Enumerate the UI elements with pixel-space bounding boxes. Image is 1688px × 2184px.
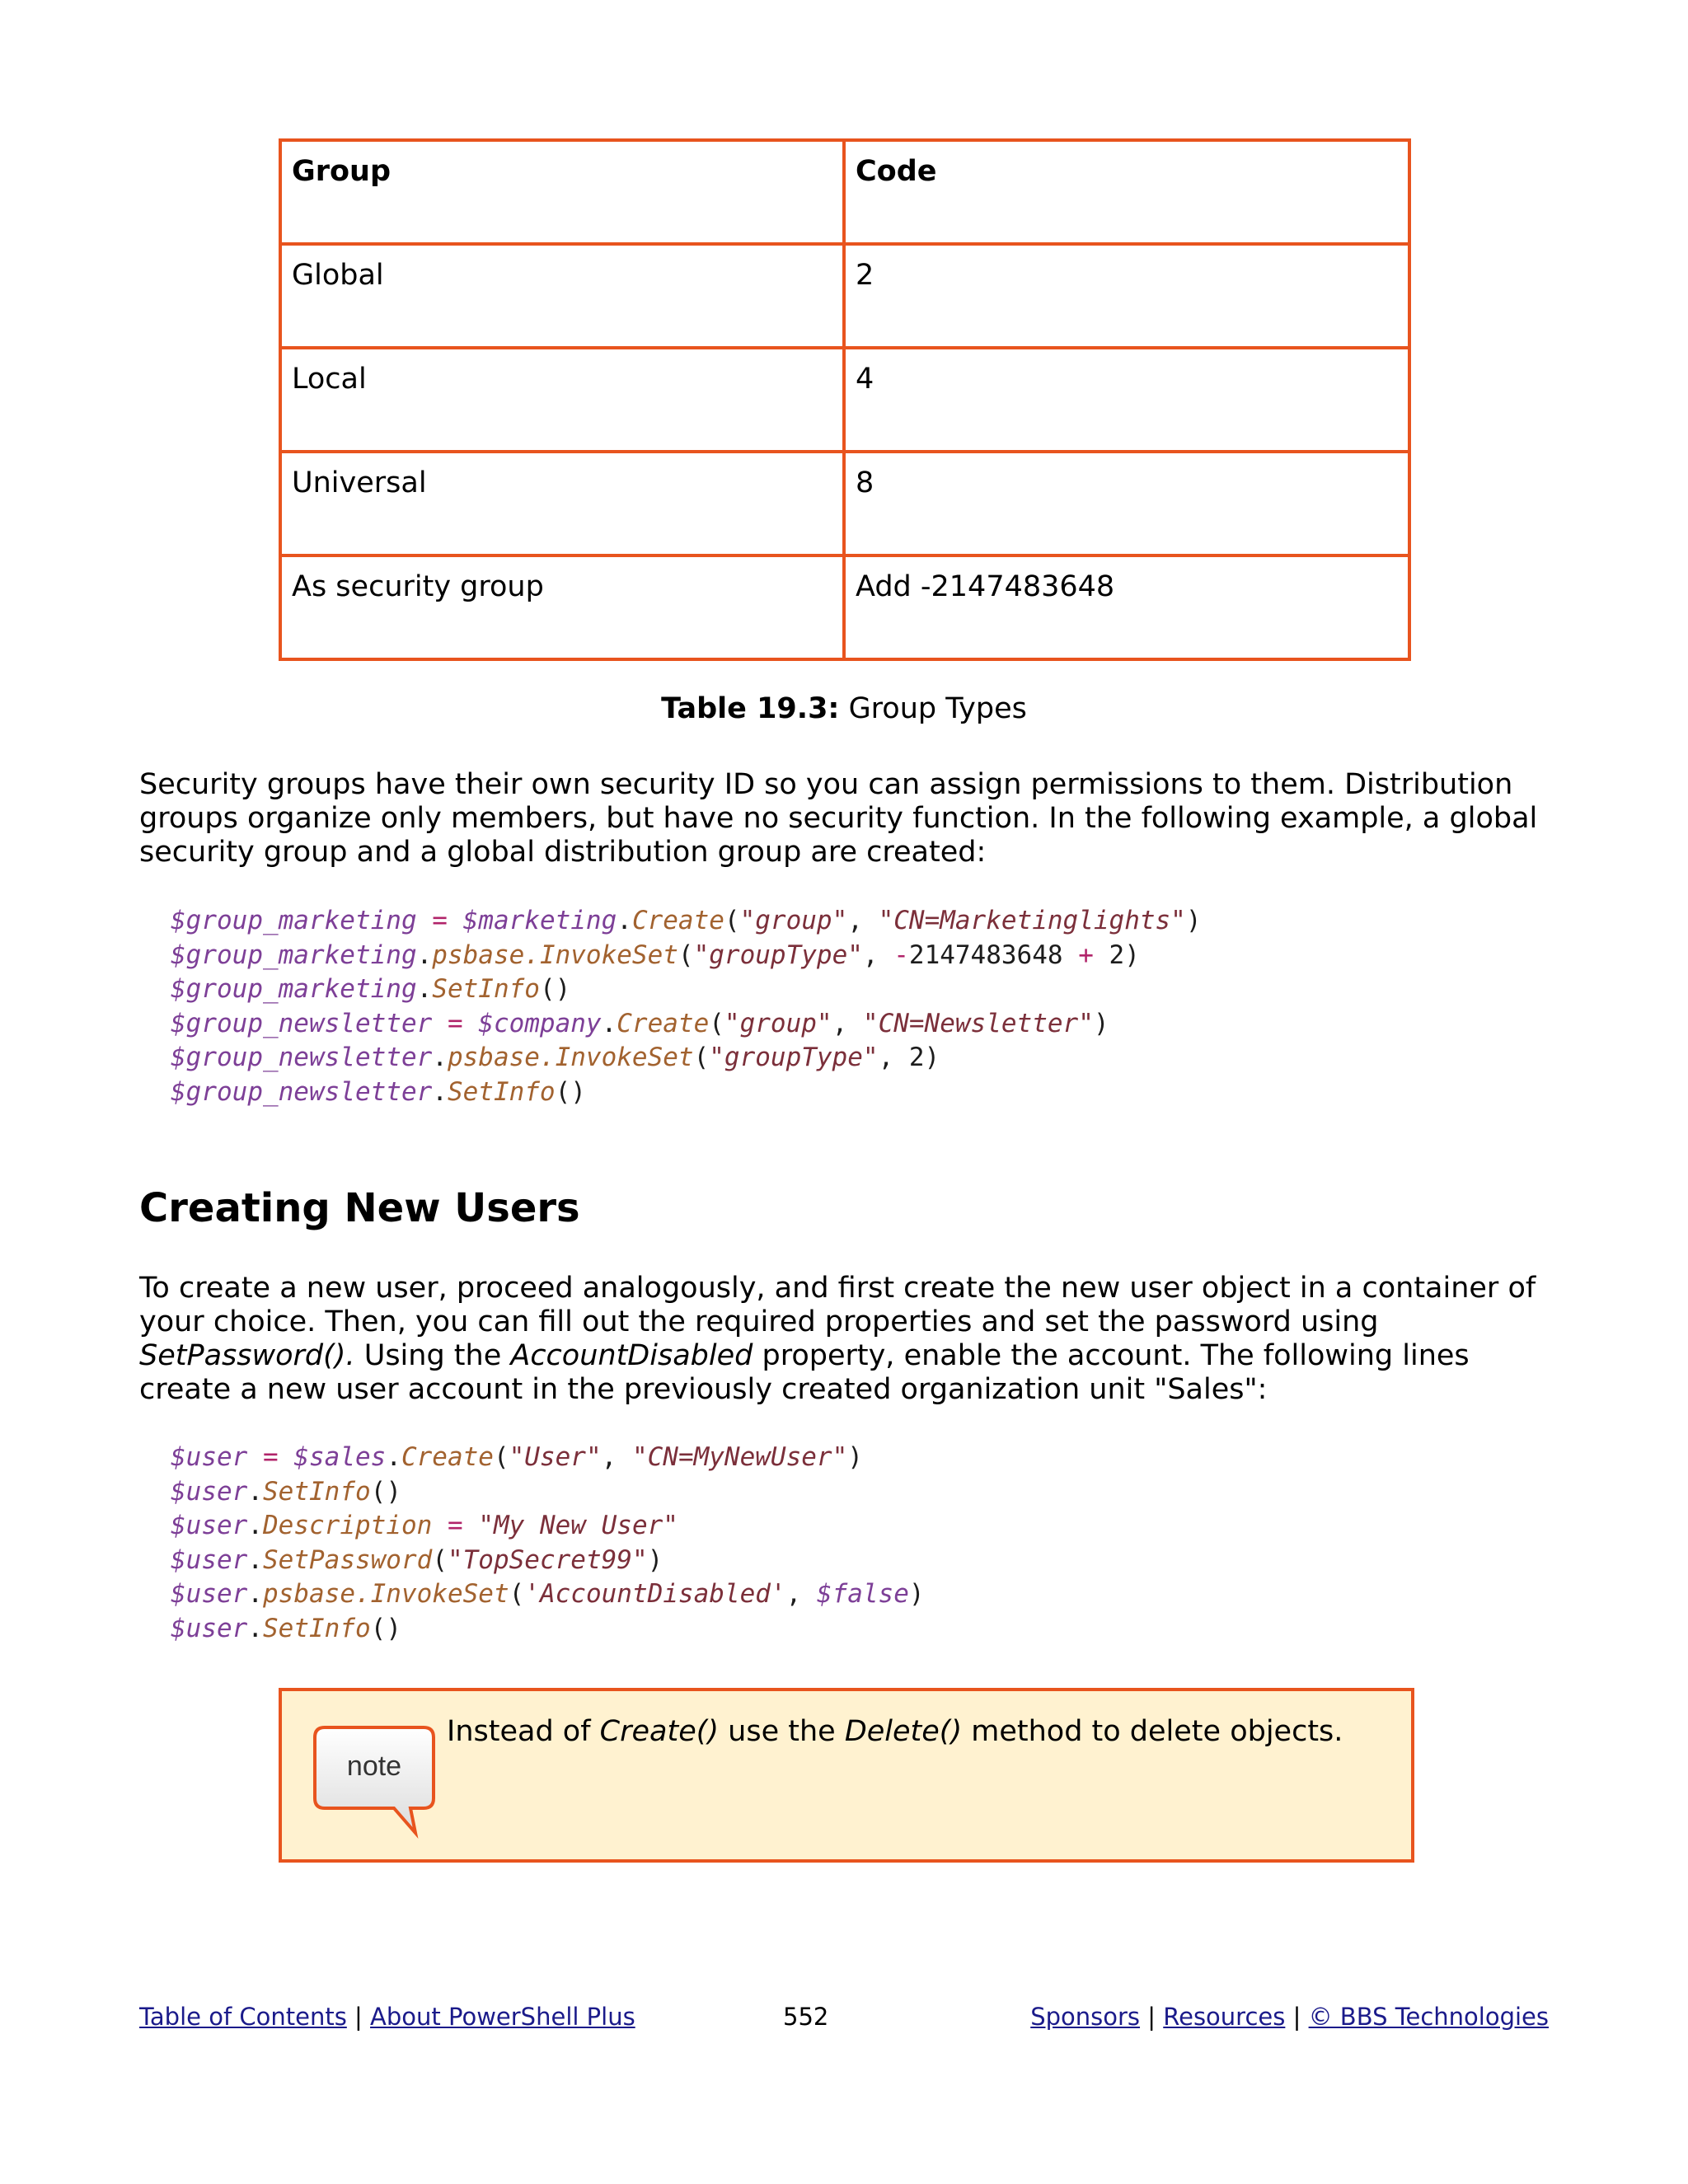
bbs-technologies-link[interactable]: © BBS Technologies [1308,2003,1549,2031]
table-cell: Local [280,348,844,452]
code-token: , [847,906,879,935]
code-token: "CN=Marketinglights" [878,906,1186,935]
code-token: () [370,1476,401,1507]
code-token: $user [171,1544,248,1575]
code-line-4 [171,1009,1109,1038]
code-token: . [247,1511,263,1541]
table-cell: 2 [844,244,1409,348]
text-run: To create a new user, proceed analogously, and first create the new user object in a container of your choice. Then, you can fill out the required properties and set the password using [139,1272,1536,1338]
paragraph-new-users [139,1272,1557,1407]
code-line-3 [171,974,570,1004]
table-row [280,555,1409,659]
about-powershell-plus-link[interactable]: About PowerShell Plus [370,2003,635,2031]
code-token: $group_marketing [171,940,417,970]
code-token: () [555,1076,586,1107]
code-token: = [416,906,463,935]
text-run: Using the [354,1339,511,1372]
code-token: ( [724,906,740,935]
table-header-cell: Group [280,140,844,244]
code-token: . [416,940,433,970]
code-block-users [171,1441,925,1647]
table-cell: Global [280,244,844,348]
footer-left-links [139,2002,635,2032]
code-token: ( [709,1008,724,1038]
code-token: 2147483648 [908,940,1079,970]
table-caption [0,691,1688,727]
code-token: $user [171,1442,248,1472]
code-token: SetInfo [263,1613,371,1643]
code-token: "CN=MyNewUser" [631,1442,848,1472]
code-token: "groupType" [709,1043,879,1073]
code-token: () [370,1613,401,1643]
note-box [279,1688,1414,1863]
note-text [447,1713,1343,1750]
code-line-6 [171,1077,586,1107]
code-line-2 [171,940,1140,970]
note-icon-label: note [346,1750,402,1782]
resources-link[interactable]: Resources [1163,2003,1286,2031]
code-token: $group_marketing [171,974,417,1005]
code-token: . [386,1442,401,1472]
code-token: . [416,974,433,1005]
code-token: 2) [1093,940,1140,970]
code-line-4 [171,1545,663,1575]
code-token: SetInfo [432,974,540,1005]
table-cell: As security group [280,555,844,659]
table-row [280,452,1409,555]
table-header-row [280,140,1409,244]
code-token: "CN=Newsletter" [862,1008,1094,1038]
code-token: SetInfo [263,1476,371,1507]
code-token: Create [401,1442,494,1472]
code-token: = [247,1442,294,1472]
page-number: 552 [783,2003,829,2031]
code-token: $user [171,1613,248,1643]
code-token: ) [908,1579,925,1610]
table-cell: Universal [280,452,844,555]
text-run: use the [719,1715,845,1748]
code-token: . [247,1544,263,1575]
code-line-2 [171,1477,401,1507]
table-cell: 8 [844,452,1409,555]
code-line-5 [171,1579,925,1609]
table-cell: Add -2147483648 [844,555,1409,659]
code-line-3 [171,1511,678,1540]
code-token: $user [171,1476,248,1507]
code-token: . [432,1043,448,1073]
code-token: "User" [509,1442,602,1472]
code-token: ( [432,1544,448,1575]
code-token: 'AccountDisabled' [524,1579,786,1610]
code-line-1 [171,906,1202,935]
italic-run: Delete() [844,1715,963,1748]
section-heading: Creating New Users [139,1185,580,1231]
text-run: property, enable the account. The following lines create a new user account in the previously created organization unit "Sales": [139,1339,1470,1406]
code-token: ) [847,1442,863,1472]
code-token: , 2) [878,1043,940,1073]
code-token: Description [263,1511,433,1541]
table-header-cell: Code [844,140,1409,244]
code-token: $user [171,1511,248,1541]
code-token: ( [509,1579,525,1610]
code-token: = [432,1008,479,1038]
table-caption-text: Group Types [839,692,1027,725]
code-token: ) [1093,1008,1109,1038]
code-token: + [1078,940,1094,970]
code-token: $marketing [462,906,617,935]
code-line-5 [171,1043,940,1072]
code-token: , [862,940,894,970]
code-token: $group_newsletter [171,1008,433,1038]
code-token: "groupType" [693,940,863,970]
italic-run: AccountDisabled [510,1339,753,1372]
code-token: "TopSecret99" [447,1544,648,1575]
code-token: ) [647,1544,663,1575]
italic-run: SetPassword(). [139,1339,355,1372]
text-run: Instead of [447,1715,600,1748]
code-token: ( [678,940,694,970]
italic-run: Create() [599,1715,720,1748]
code-token: , [601,1442,632,1472]
code-line-1 [171,1442,863,1472]
code-token: psbase.InvokeSet [432,940,678,970]
code-token: - [893,940,909,970]
code-token: $false [816,1579,909,1610]
code-line-6 [171,1614,401,1643]
code-token: ( [693,1043,710,1073]
note-speech-bubble-icon [313,1726,437,1841]
code-token: "My New User" [478,1511,678,1541]
code-token: , [832,1008,863,1038]
code-token: SetPassword [263,1544,433,1575]
footer-separator: | [354,2003,363,2031]
code-token: . [601,1008,617,1038]
code-token: Create [617,1008,710,1038]
text-run: method to delete objects. [962,1715,1343,1748]
group-types-table [279,138,1411,661]
footer-separator: | [1292,2003,1301,2031]
code-token: () [539,974,571,1005]
code-token: $company [478,1008,602,1038]
code-token: $user [171,1579,248,1610]
table-cell: 4 [844,348,1409,452]
code-token: $group_marketing [171,906,417,935]
code-token: . [247,1613,263,1643]
code-token: Create [631,906,724,935]
code-token: = [432,1511,479,1541]
code-token: "group" [724,1008,832,1038]
code-token: ) [1185,906,1202,935]
code-token: . [617,906,632,935]
code-token: . [432,1076,448,1107]
code-token: $group_newsletter [171,1043,433,1073]
code-block-groups [171,904,1202,1110]
code-token: . [247,1476,263,1507]
sponsors-link[interactable]: Sponsors [1030,2003,1141,2031]
code-token: psbase.InvokeSet [447,1043,694,1073]
table-of-contents-link[interactable]: Table of Contents [139,2003,347,2031]
code-token: SetInfo [447,1076,556,1107]
table-row [280,348,1409,452]
footer-separator: | [1147,2003,1156,2031]
code-token: . [247,1579,263,1610]
table-caption-label: Table 19.3: [661,692,840,725]
code-token: , [785,1579,817,1610]
paragraph-security-groups: Security groups have their own security ID so you can assign permissions to them. Distribution groups organize only members, but have no security function. In the following example, a global security group and a global distribution group are created: [139,768,1538,869]
code-token: "group" [739,906,848,935]
code-token: $group_newsletter [171,1076,433,1107]
code-token: psbase.InvokeSet [263,1579,509,1610]
code-token: ( [493,1442,509,1472]
table-row [280,244,1409,348]
code-token: $sales [293,1442,387,1472]
footer-right-links [1030,2002,1549,2032]
